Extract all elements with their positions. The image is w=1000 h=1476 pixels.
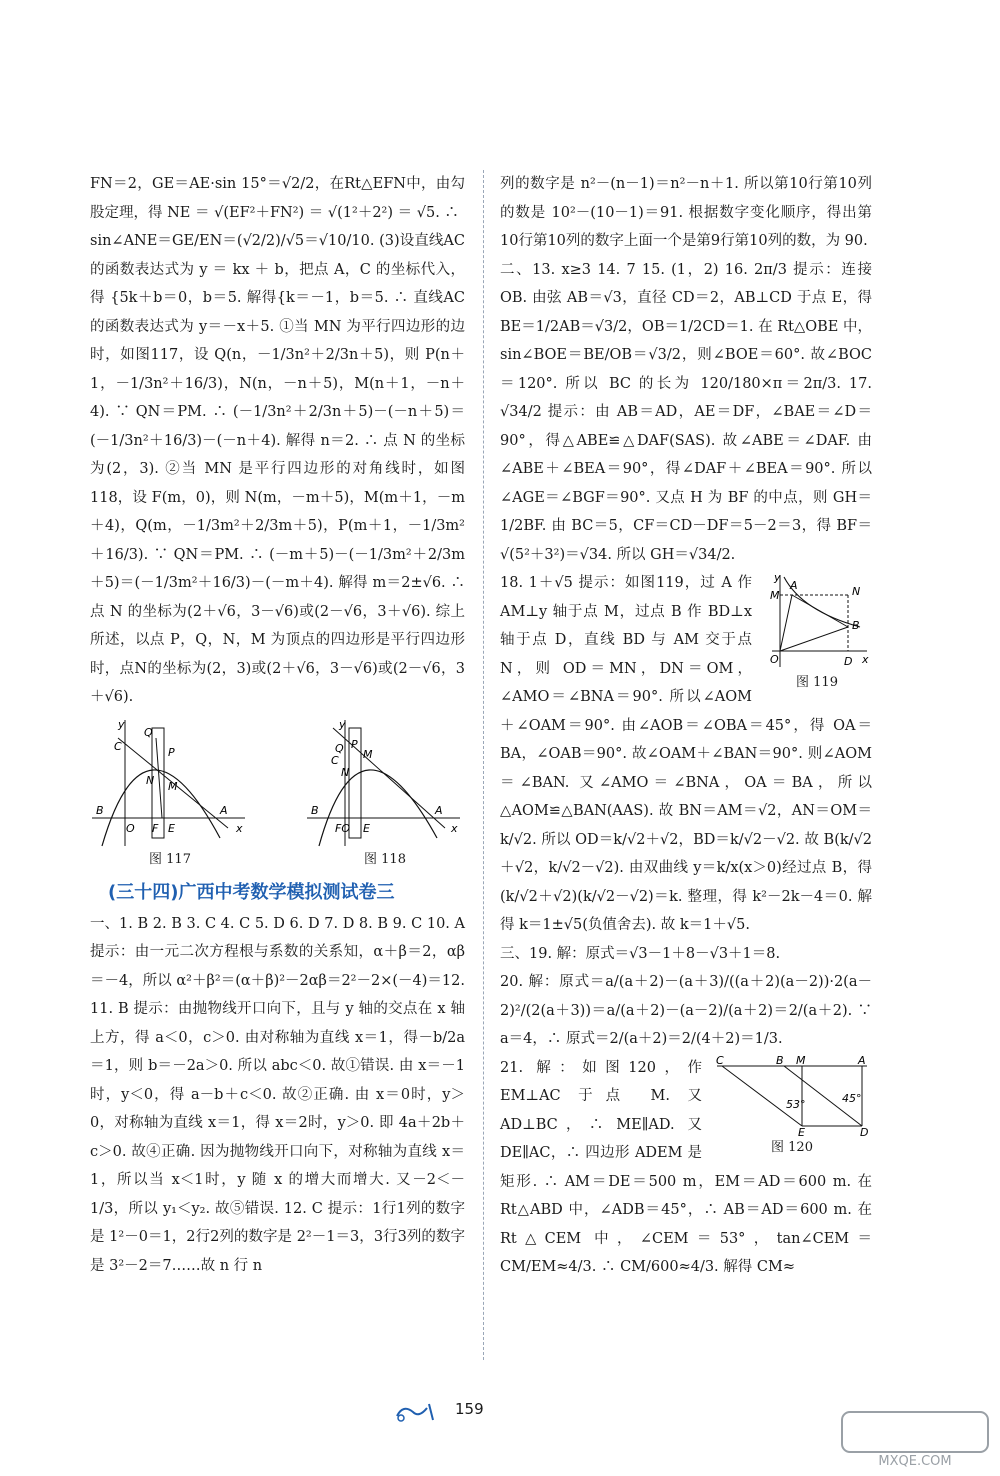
svg-text:45°: 45° (842, 1091, 862, 1105)
svg-text:x: x (236, 821, 243, 835)
svg-text:C: C (331, 753, 339, 767)
figure-caption: 图 119 (796, 675, 838, 690)
svg-text:C: C (114, 739, 122, 753)
paragraph: FN＝2，GE＝AE·sin 15°＝√2/2，在Rt△EFN中，由勾股定理，得 NE ＝ √(EF²＋FN²) ＝ √(1²＋2²) ＝ √5. ∴ (90, 176, 465, 221)
svg-text:53°: 53° (786, 1097, 806, 1111)
watermark-text: MXQE.COM (878, 1454, 952, 1469)
svg-text:N: N (146, 773, 155, 787)
hyperbola-diagram-119 (762, 571, 872, 671)
svg-text:x: x (862, 653, 869, 666)
svg-text:A: A (435, 803, 443, 817)
svg-text:M: M (168, 779, 178, 793)
figure-117 (90, 718, 250, 870)
parabola-diagram-117 (90, 718, 250, 848)
paragraph: 20. 解：原式＝a/(a＋2)－(a＋3)/((a＋2)(a－2))·2(a－2)²/(2(a＋3))＝a/(a＋2)－(a－2)/(a＋2)＝2/(a＋2). ∵ a＝4，∴ 原式＝2/(a＋2)＝2/(4＋2)＝1/3. (500, 974, 872, 1047)
svg-text:Q: Q (144, 725, 153, 739)
figure-118 (305, 718, 465, 870)
geometry-diagram-120 (712, 1056, 872, 1136)
svg-text:D: D (844, 655, 853, 668)
svg-text:N: N (852, 585, 861, 598)
svg-text:B: B (311, 803, 319, 817)
svg-text:Q: Q (335, 741, 344, 755)
svg-text:M: M (770, 589, 780, 602)
figure-120 (712, 1056, 872, 1158)
svg-text:O: O (770, 653, 779, 666)
right-column (500, 170, 872, 1282)
watermark-logo-icon (840, 1410, 990, 1470)
svg-text:B: B (852, 619, 860, 632)
paragraph: 三、19. 解：原式＝√3－1＋8－√3＋1＝8. (500, 945, 781, 962)
figure-caption: 图 118 (364, 851, 406, 867)
paragraph: 18. 1＋√5 提示：如图119，过 A 作 AM⊥y 轴于点 M，过点 B 作 BD⊥x 轴于点 D，直线 BD 与 AM 交于点 N，则 OD＝MN，DN＝OM，∠AMO＝∠BNA＝90°. 所以∠AOM＋∠OAM＝90°. 由∠AOB＝∠OBA＝45°，得 OA＝BA，∠OAB＝90°. 故∠OAM＋∠BAN＝90°. 则∠AOM＝∠BAN. 又∠AMO＝∠BNA，OA＝BA，所以△AOM≌△BAN(AAS). 故 BN＝AM＝√2，AN＝OM＝k/√2. 所以 OD＝k/√2＋√2，BD＝k/√2－√2. 故 B(k/√2＋√2，k/√2－√2). 由双曲线 y＝k/x(x＞0)经过点 B，得(k/√2＋√2)(k/√2－√2)＝k. 整理，得 k²－2k－4＝0. 解得 k＝1±√5(负值舍去). 故 k＝1＋√5. (500, 575, 872, 933)
svg-text:E: E (798, 1125, 805, 1136)
svg-text:y: y (339, 717, 346, 731)
svg-text:y: y (774, 571, 781, 584)
svg-text:D: D (860, 1125, 869, 1136)
figure-row (90, 718, 465, 870)
svg-text:E: E (168, 821, 175, 835)
svg-text:FO: FO (335, 821, 350, 835)
svg-text:x: x (451, 821, 458, 835)
svg-text:M: M (796, 1055, 806, 1067)
svg-text:A: A (220, 803, 228, 817)
svg-text:E: E (363, 821, 370, 835)
svg-text:O: O (126, 821, 135, 835)
left-column (90, 170, 465, 1280)
svg-text:M: M (363, 747, 373, 761)
paragraph: sin∠ANE＝GE/EN＝(√2/2)/√5＝√10/10. (3)设直线AC的函数表达式为 y ＝ kx ＋ b，把点 A，C 的坐标代入，得 {5k＋b＝0，b＝5. 解得{k＝－1，b＝5. ∴ 直线AC的函数表达式为 y＝－x＋5. ①当 MN 为平行四边形的边时，如图117，设 Q(n，－1/3n²＋2/3n＋5)，则 P(n＋1，－1/3n²＋16/3)，N(n，－n＋5)，M(n＋1，－n＋4). ∵ QN＝PM. ∴ (－1/3n²＋2/3n＋5)－(－n＋5)＝(－1/3n²＋16/3)－(－n＋4). 解得 n＝2. ∴ 点 N 的坐标为(2，3). ②当 MN 是平行四边形的对角线时，如图118，设 F(m，0)，则 N(m，－m＋5)，M(m＋1，－m＋4)，Q(m，－1/3m²＋2/3m＋5)，P(m＋1，－1/3m²＋16/3). ∵ QN＝PM. ∴ (－m＋5)－(－1/3m²＋2/3m＋5)＝(－1/3m²＋16/3)－(－m＋4). 解得 m＝2±√6. ∴ 点 N 的坐标为(2＋√6，3－√6)或(2－√6，3＋√6). 综上所述，以点 P，Q，N，M 为顶点的四边形是平行四边形时，点N的坐标为(2，3)或(2＋√6，3－√6)或(2－√6，3＋√6). (90, 233, 465, 705)
parabola-diagram-118 (305, 718, 465, 848)
section-title: (三十四)广西中考数学模拟测试卷三 (108, 881, 395, 903)
svg-text:A: A (790, 579, 798, 592)
svg-text:y: y (118, 717, 125, 731)
page-number: 159 (455, 1400, 484, 1418)
svg-text:P: P (351, 737, 358, 751)
figure-119 (762, 571, 872, 693)
figure-caption: 图 117 (149, 851, 191, 867)
svg-text:N: N (341, 765, 350, 779)
paragraph: 二、13. x≥3 14. 7 15. (1，2) 16. 2π/3 提示：连接 OB. 由弦 AB＝√3，直径 CD＝2，AB⊥CD 于点 E，得 BE＝1/2AB＝√3/2，OB＝1/2CD＝1. 在 Rt△OBE 中，sin∠BOE＝BE/OB＝√3/2，则∠BOE＝60°. 故∠BOC＝120°. 所以 BC 的长为 120/180×π＝2π/3. 17. √34/2 提示：由 AB＝AD，AE＝DF，∠BAE＝∠D＝90°，得△ABE≌△DAF(SAS). 故∠ABE＝∠DAF. 由∠ABE＋∠BEA＝90°，得∠DAF＋∠BEA＝90°. 所以∠AGE＝∠BGF＝90°. 又点 H 为 BF 的中点，则 GH＝1/2BF. 由 BC＝5，CF＝CD－DF＝5－2＝3，得 BF＝√(5²＋3²)＝√34. 所以 GH＝√34/2. (500, 261, 872, 563)
paragraph: 列的数字是 n²－(n－1)＝n²－n＋1. 所以第10行第10列的数是 10²－(10－1)＝91. 根据数字变化顺序，得出第10行第10列的数字上面一个是第9行第10列的数，为 90. (500, 176, 872, 249)
svg-text:F: F (152, 821, 159, 835)
svg-text:B: B (96, 803, 104, 817)
figure-caption: 图 120 (771, 1139, 813, 1155)
decorative-logo-icon (393, 1398, 443, 1424)
svg-text:P: P (168, 745, 175, 759)
svg-text:C: C (716, 1055, 724, 1067)
column-divider (483, 170, 484, 1360)
svg-text:A: A (858, 1055, 866, 1067)
paragraph: 一、1. B 2. B 3. C 4. C 5. D 6. D 7. D 8. B 9. C 10. A 提示：由一元二次方程根与系数的关系知，α＋β＝2，αβ＝－4，所以 α²＋β²＝(α＋β)²－2αβ＝2²－2×(－4)＝12. 11. B 提示：由抛物线开口向下，且与 y 轴的交点在 x 轴上方，得 a＜0，c＞0. 由对称轴为直线 x＝1，得－b/2a＝1，则 b＝－2a＞0. 所以 abc＜0. 故①错误. 由 x＝－1时，y＜0，得 a－b＋c＜0. 故②正确. 由 x＝0时，y＞0，对称轴为直线 x＝1，得 x＝2时，y＞0. 即 4a＋2b＋c＞0. 故④正确. 因为抛物线开口向下，对称轴为直线 x＝1，所以当 x＜1时，y 随 x 的增大而增大. 又－2＜－1/3，所以 y₁＜y₂. 故⑤错误. 12. C 提示：1行1列的数字是 1²－0＝1，2行2列的数字是 2²－1＝3，3行3列的数字是 3²－2＝7……故 n 行 n (90, 915, 465, 1274)
paragraph: 21. 解：如图120，作 EM⊥AC 于点 M. 又 AD⊥BC，∴ ME∥AD. 又 DE∥AC，∴ 四边形 ADEM 是矩形. ∴ AM＝DE＝500 m，EM＝AD＝600 m. 在 Rt△ABD 中，∠ADB＝45°，∴ AB＝AD＝600 m. 在 Rt△CEM 中，∠CEM＝53°，tan∠CEM＝CM/EM≈4/3. ∴ CM/600≈4/3. 解得 CM≈ (500, 1059, 872, 1275)
svg-text:B: B (776, 1055, 784, 1067)
